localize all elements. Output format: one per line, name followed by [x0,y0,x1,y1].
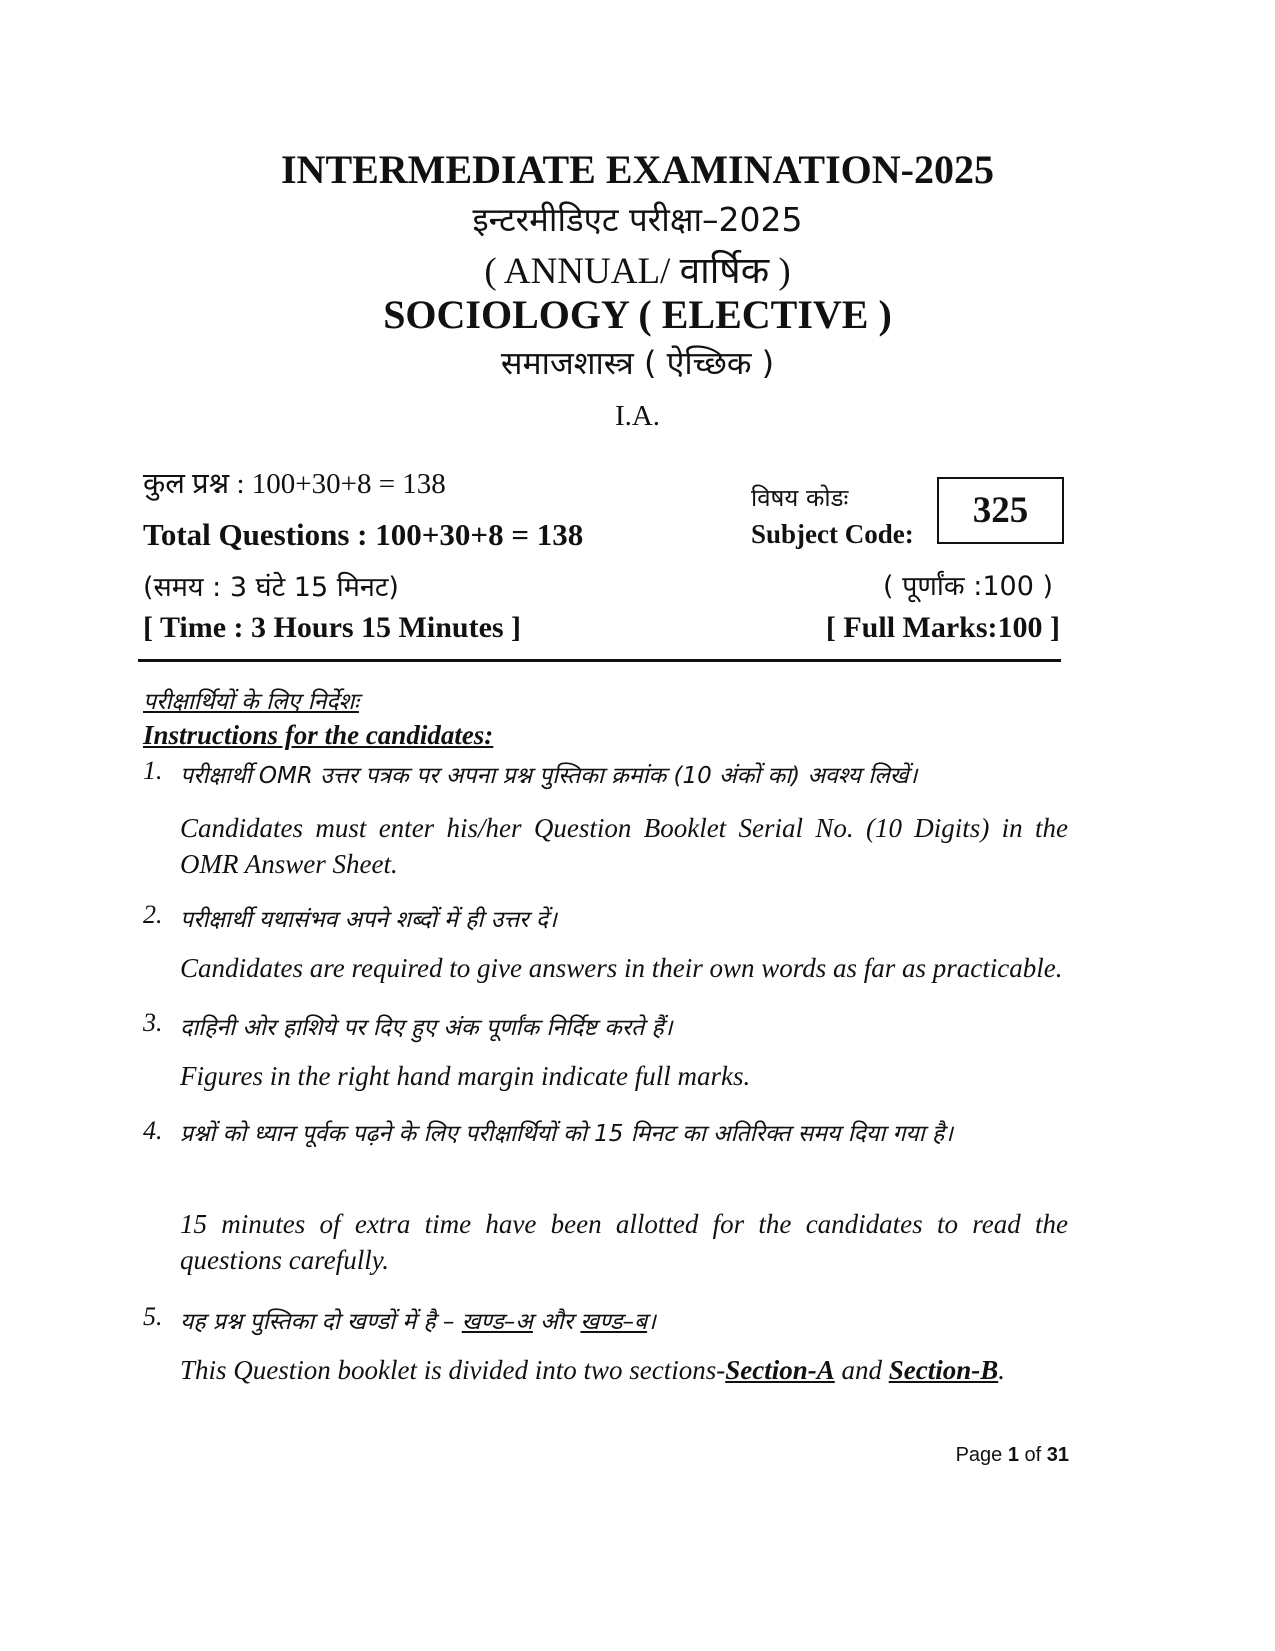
divider [138,659,1061,662]
instruction-english: This Question booklet is divided into two sections-Section-A and Section-B. [180,1355,1005,1385]
subject-code-label-hindi: विषय कोडः [751,484,849,512]
subject-title-hindi: समाजशास्त्र ( ऐच्छिक ) [500,344,775,382]
subject-code-label: Subject Code: [751,519,914,549]
instruction-english: Candidates must enter his/her Question Booklet Serial No. (10 Digits) in the OMR Answer Sheet. [180,813,1068,879]
instruction-number: 3. [143,1008,163,1037]
section-b-hindi: खण्ड–ब [580,1309,648,1335]
full-marks: [ Full Marks:100 ] [825,611,1060,644]
time-allowed: [ Time : 3 Hours 15 Minutes ] [143,611,522,644]
instruction-hindi: परीक्षार्थी यथासंभव अपने शब्दों में ही उत्तर दें। [180,907,557,933]
section-a-hindi: खण्ड–अ [461,1309,533,1335]
section-b-label: Section-B [888,1355,999,1385]
section-a-label: Section-A [725,1355,835,1385]
subject-code-box: 325 [937,477,1064,544]
instruction-number: 1. [143,756,163,785]
instruction-hindi: परीक्षार्थी OMR उत्तर पत्रक पर अपना प्रश्न पुस्तिका क्रमांक (10 अंकों का) अवश्य लिखें। [180,763,918,789]
instruction-english: Figures in the right hand margin indicate full marks. [180,1061,751,1091]
total-questions: Total Questions : 100+30+8 = 138 [143,517,584,552]
instruction-number: 5. [143,1302,163,1331]
instruction-english: Candidates are required to give answers in their own words as far as practicable. [180,953,1063,983]
instruction-number: 2. [143,900,163,929]
instruction-hindi: यह प्रश्न पुस्तिका दो खण्डों में है – खण्ड–अ और खण्ड–ब। [180,1309,656,1335]
total-questions-hindi: कुल प्रश्न : 100+30+8 = 138 [143,468,446,500]
instruction-number: 4. [143,1116,163,1145]
instruction-hindi: दाहिनी ओर हाशिये पर दिए हुए अंक पूर्णांक निर्दिष्ट करते हैं। [180,1015,673,1041]
class-label: I.A. [614,400,661,432]
instruction-hindi: प्रश्नों को ध्यान पूर्वक पढ़ने के लिए परीक्षार्थियों को 15 मिनट का अतिरिक्त समय दिया गया है। [180,1121,953,1147]
instructions-heading-hindi: परीक्षार्थियों के लिए निर्देशः [143,689,359,715]
full-marks-hindi: ( पूर्णांक :100 ) [882,571,1053,602]
page-number: Page 1 of 31 [955,1444,1069,1466]
time-hindi: (समय : 3 घंटे 15 मिनट) [143,572,399,603]
exam-title: INTERMEDIATE EXAMINATION-2025 [280,147,994,192]
instructions-heading: Instructions for the candidates: [143,720,494,750]
instruction-english: 15 minutes of extra time have been allotted for the candidates to read the questions carefully. [180,1209,1068,1275]
exam-type: ( ANNUAL/ वार्षिक ) [484,251,791,292]
exam-title-hindi: इन्टरमीडिएट परीक्षा–2025 [472,200,803,239]
subject-title: SOCIOLOGY ( ELECTIVE ) [383,292,892,337]
